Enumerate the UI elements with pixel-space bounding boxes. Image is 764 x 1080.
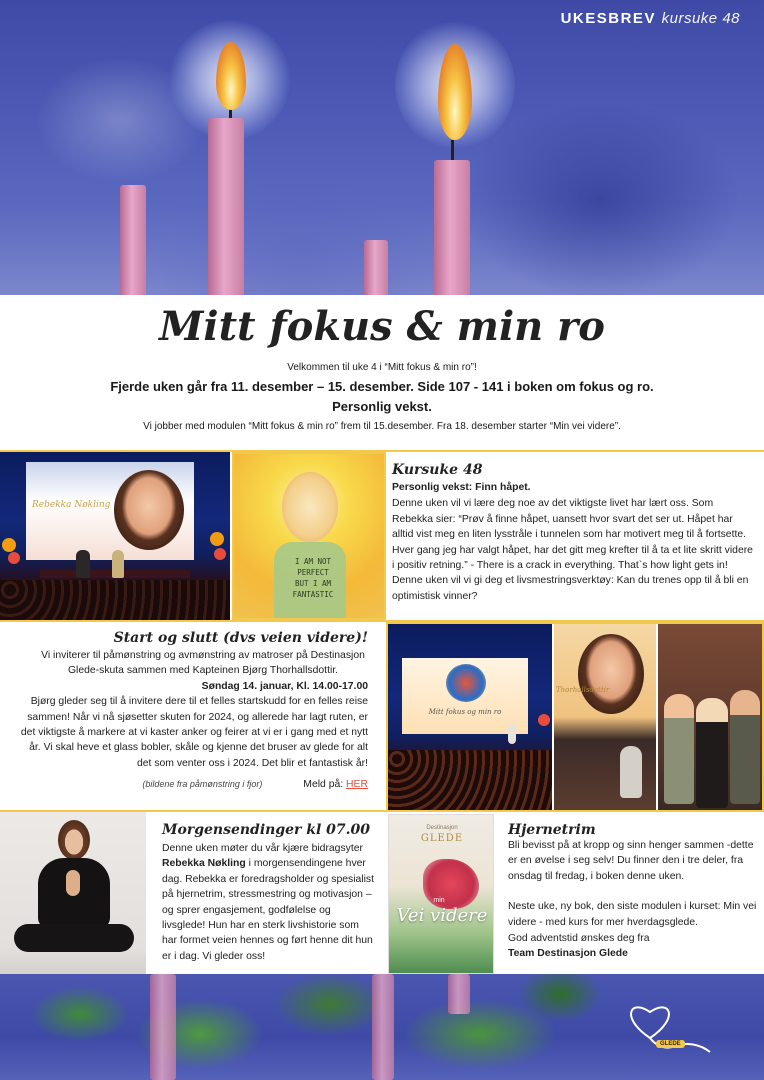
audience	[0, 580, 230, 620]
intro-welcome: Velkommen til uke 4 i “Mitt fokus & min ro”!	[287, 362, 477, 373]
greeting-text: God adventstid ønskes deg fra	[508, 933, 650, 945]
hjernetrim-heading: Hjernetrim	[508, 822, 596, 838]
contributor-name: Rebekka Nøkling	[162, 858, 246, 870]
candle	[150, 974, 176, 1080]
speaker-portrait	[114, 470, 184, 550]
footer-painting	[0, 974, 764, 1080]
illustration-text	[278, 556, 348, 600]
footer-logo-text: GLEDE	[656, 1040, 685, 1048]
balloon	[214, 548, 226, 560]
candle	[448, 974, 470, 1014]
start-slutt-section	[14, 630, 368, 793]
praying-hands	[66, 870, 80, 896]
wick	[451, 140, 454, 160]
balloon	[8, 552, 20, 564]
morgen-intro: Denne uken møter du vår kjære bidragsyter	[162, 843, 363, 854]
candle	[208, 118, 244, 295]
person	[76, 550, 90, 578]
hjernetrim-body: Bli bevisst på at kropp og sinn henger sammen -dette er en øvelse i seg selv! Du finner den i tre deler, fra onsdag til fredag, i boken denne uken.	[508, 840, 754, 882]
newsletter-label	[561, 10, 740, 27]
illustration-text-line: FANTASTIC	[292, 590, 334, 599]
hero-painting	[0, 0, 764, 295]
screen-name-text: Thorhallsdottir	[556, 686, 610, 694]
hjernetrim-section	[508, 822, 758, 962]
stage-photo	[0, 452, 230, 620]
photo-caption: (bildene fra påmønstring i fjor)	[142, 779, 263, 790]
illustration-text-line: PERFECT	[297, 568, 329, 577]
next-week-text: Neste uke, ny bok, den siste modulen i kurset: Min vei videre - med kurs for mer hverdagsglede.	[508, 901, 757, 928]
book-title: Vei videre	[396, 905, 488, 926]
book-subtitle: min	[433, 897, 445, 904]
person-head	[58, 820, 90, 860]
crossed-legs	[14, 924, 134, 952]
candle	[364, 240, 388, 295]
morgen-body: i morgensendingene hver dag. Rebekka er foredragsholder og spesialist på hjernetrim, stressmestring og motivasjon – og sprer engasjement, godfølelse og livsglede! Hun har en sterk livshistorie som har formet veien hennes og ført henne dit hun er i dag. Vi gleder oss!	[162, 858, 374, 962]
morgen-section	[162, 822, 376, 964]
event-date: Søndag 14. januar, Kl. 14.00-17.00	[201, 680, 368, 692]
illustrated-face	[282, 472, 338, 542]
kursuke-heading: Kursuke 48	[392, 462, 483, 478]
candle	[434, 160, 470, 295]
book-publisher: Destinasjon	[426, 825, 458, 831]
signup-label: Meld på:	[303, 779, 344, 791]
start-slutt-heading: Start og slutt (dvs veien videre)!	[113, 630, 368, 646]
projection-screen	[26, 462, 194, 560]
book-brand: GLEDE	[420, 833, 464, 844]
intro-module: Vi jobber med modulen “Mitt fokus & min ro” frem til 15.desember. Fra 18. desember starter “Min vei videre”.	[143, 421, 621, 432]
candle	[120, 185, 146, 295]
photo-rebekka-meditating	[0, 812, 146, 974]
kursuke-body: Denne uken vil vi lære deg noe av det viktigste livet har lært oss. Som Rebekka sier: “Prøv å finne håpet, uansett hvor svart det ser ut. Håpet har alltid vist meg en liten lysstråle i tunnelen som har motivert meg til å fortsette. Hver gang jeg har valgt håpet, har det gitt meg krefter til å ta et lite skritt videre i positiv retning.” - There is a crack in everything. That`s how light gets in! Denne uken vil vi gi deg et livsmestringsverktøy: Kan du trenes opp til å bli en optimistisk vinner?	[392, 498, 753, 602]
balloon	[2, 538, 16, 552]
collage-frame	[386, 622, 764, 812]
illustration-i-am-fantastic	[232, 452, 386, 620]
kursuke-subheading: Personlig vekst: Finn håpet.	[392, 482, 531, 493]
signup-link[interactable]: HER	[346, 779, 368, 791]
newsletter-label-week: kursuke 48	[661, 10, 740, 27]
intro-dates: Fjerde uken går fra 11. desember – 15. desember. Side 107 - 141 i boken om fokus og ro.	[110, 379, 654, 394]
screen-text: Mitt fokus og min ro	[428, 708, 502, 716]
page-title: Mitt fokus & min ro	[159, 303, 605, 350]
signature: Team Destinasjon Glede	[508, 948, 628, 960]
screen-name-text: Rebekka Nøkling	[32, 500, 111, 510]
heart-logo-icon	[600, 994, 720, 1064]
kursuke-section	[392, 462, 754, 604]
start-slutt-body: Bjørg gleder seg til å invitere dere til et felles startskudd for en felles reise sammen! Når vi nå sjøsetter skuten for 2024, og allerede har lagt ruten, er det viktigste å markere at vi kaster anker og feirer at vi er i gang med et nytt år. Vi skal heve et glass bobler, skåle og kjenne det bruser av glede for alt det som venter oss i 2024. Det blir et fantastisk år!	[20, 696, 368, 769]
illustration-text-line: I AM NOT	[294, 557, 332, 566]
newsletter-label-bold: UKESBREV	[560, 10, 656, 27]
book-cover-vei-videre	[388, 814, 494, 974]
illustration-text-line: BUT I AM	[294, 579, 332, 588]
intro-topic: Personlig vekst.	[332, 399, 432, 414]
person	[112, 550, 124, 578]
morgen-heading: Morgensendinger kl 07.00	[162, 822, 371, 838]
candle	[372, 974, 394, 1080]
start-slutt-intro: Vi inviterer til påmønstring og avmønstring av matroser på Destinasjon Glede-skuta sammen med Kapteinen Bjørg Thorhallsdottir.	[41, 650, 365, 677]
balloon	[210, 532, 224, 546]
